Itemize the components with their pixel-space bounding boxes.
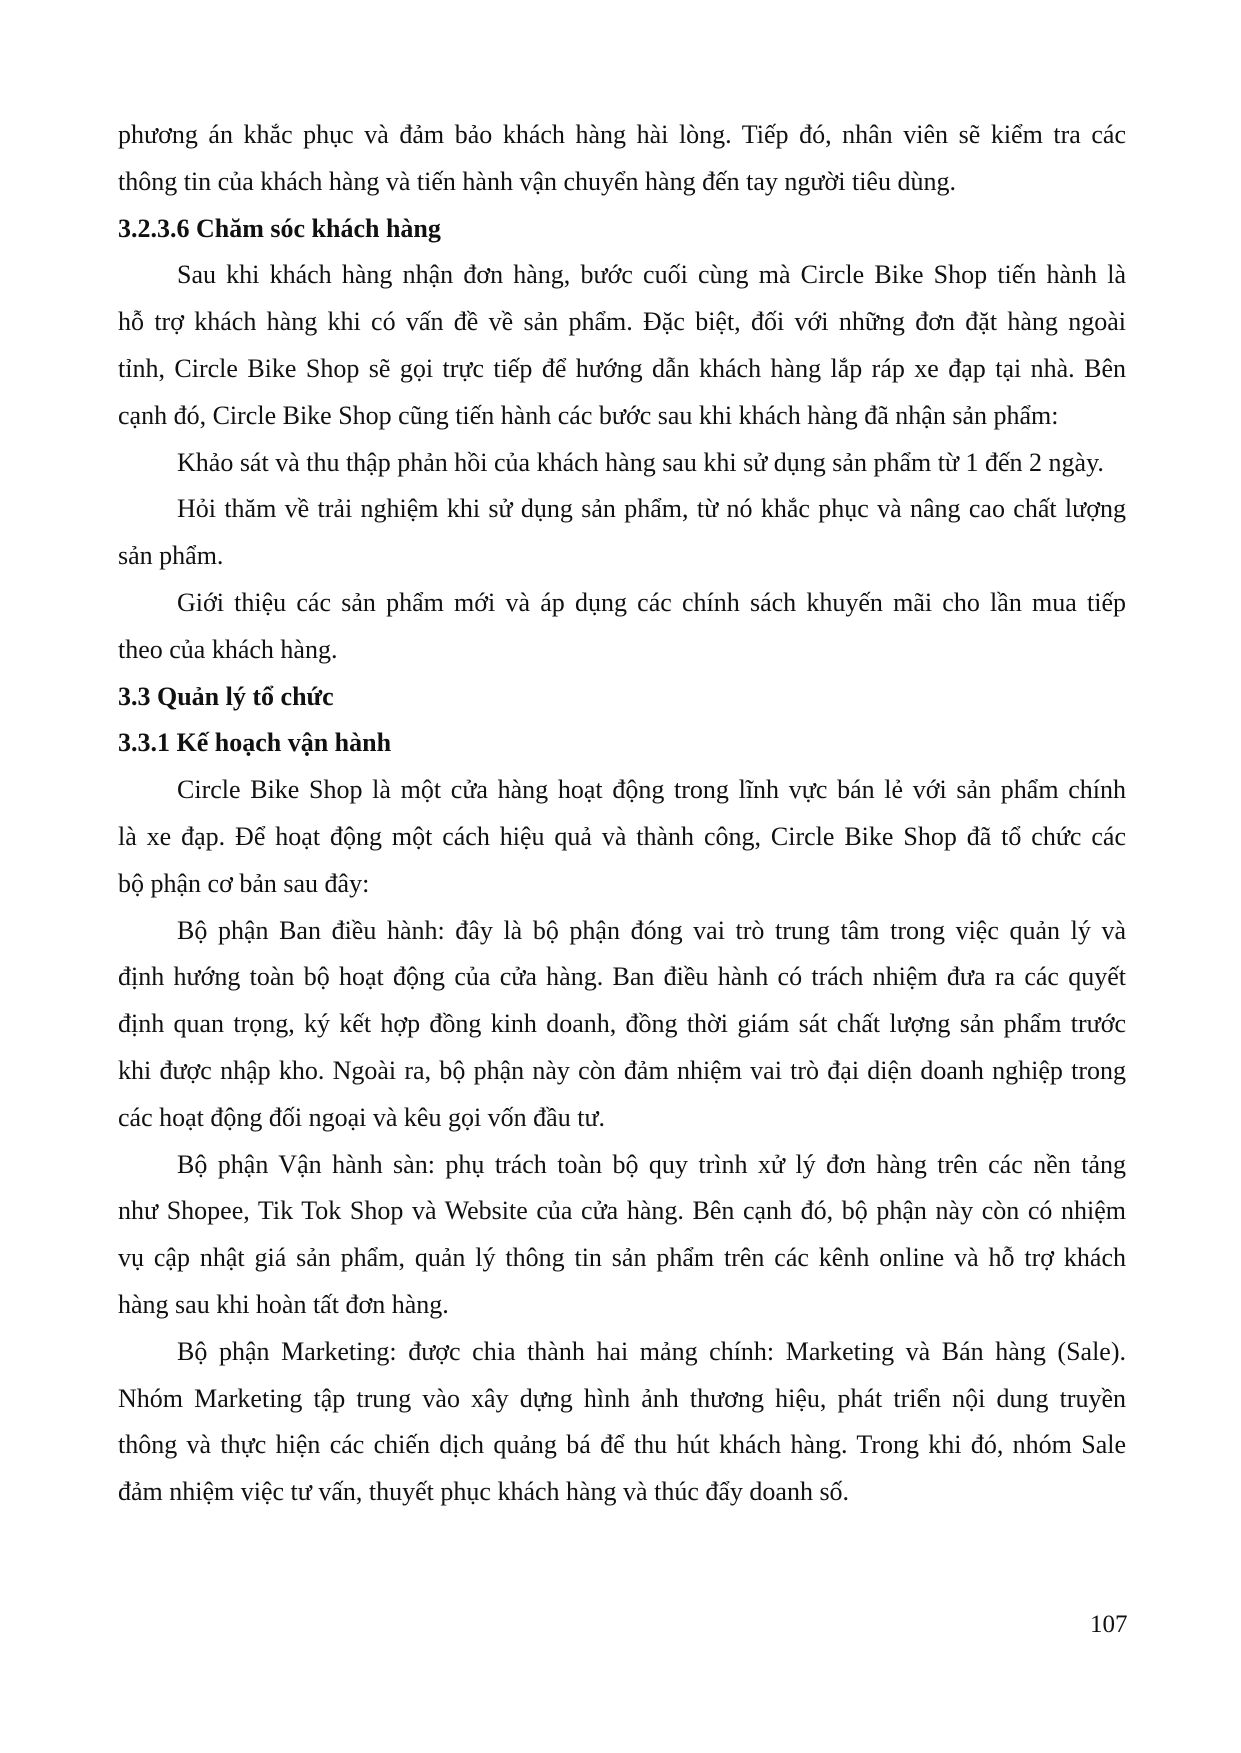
paragraph-line: hỗ trợ khách hàng khi có vấn đề về sản phẩm. Đặc biệt, đối với những đơn đặt hàng ngoài bbox=[118, 307, 1126, 337]
paragraph-line: thông tin của khách hàng và tiến hành vận chuyển hàng đến tay người tiêu dùng. bbox=[118, 166, 956, 196]
paragraph-line: sản phẩm. bbox=[118, 541, 224, 571]
ops-paragraph bbox=[118, 767, 1126, 907]
paragraph-line: đảm nhiệm việc tư vấn, thuyết phục khách hàng và thúc đẩy doanh số. bbox=[118, 1477, 850, 1507]
marketing-paragraph bbox=[118, 1329, 1126, 1516]
paragraph-line: Bộ phận Marketing: được chia thành hai mảng chính: Marketing và Bán hàng (Sale). bbox=[177, 1336, 1126, 1366]
paragraph-line: Nhóm Marketing tập trung vào xây dựng hình ảnh thương hiệu, phát triển nội dung truyền bbox=[118, 1383, 1126, 1413]
floor-operations-paragraph bbox=[118, 1142, 1126, 1329]
paragraph-line: theo của khách hàng. bbox=[118, 634, 338, 664]
section-heading-331: 3.3.1 Kế hoạch vận hành bbox=[118, 728, 392, 758]
document-page bbox=[118, 112, 1126, 1516]
paragraph-line: Sau khi khách hàng nhận đơn hàng, bước cuối cùng mà Circle Bike Shop tiến hành là bbox=[177, 260, 1126, 290]
paragraph-line: tỉnh, Circle Bike Shop sẽ gọi trực tiếp để hướng dẫn khách hàng lắp ráp xe đạp tại nhà. Bên bbox=[118, 353, 1126, 383]
paragraph-line: các hoạt động đối ngoại và kêu gọi vốn đầu tư. bbox=[118, 1102, 606, 1132]
section-heading-33: 3.3 Quản lý tổ chức bbox=[118, 681, 334, 711]
paragraph-line: Hỏi thăm về trải nghiệm khi sử dụng sản phẩm, từ nó khắc phục và nâng cao chất lượng bbox=[177, 494, 1126, 524]
paragraph-line: cạnh đó, Circle Bike Shop cũng tiến hành các bước sau khi khách hàng đã nhận sản phẩm: bbox=[118, 400, 1059, 430]
paragraph-line: thông và thực hiện các chiến dịch quảng bá để thu hút khách hàng. Trong khi đó, nhóm Sale bbox=[118, 1430, 1126, 1460]
paragraph-line: Bộ phận Ban điều hành: đây là bộ phận đóng vai trò trung tâm trong việc quản lý và bbox=[177, 915, 1126, 945]
paragraph-line: phương án khắc phục và đảm bảo khách hàng hài lòng. Tiếp đó, nhân viên sẽ kiểm tra các bbox=[118, 120, 1126, 149]
care-item-promotion bbox=[118, 580, 1126, 674]
paragraph-line: Bộ phận Vận hành sàn: phụ trách toàn bộ quy trình xử lý đơn hàng trên các nền tảng bbox=[177, 1149, 1126, 1179]
care-item-survey: Khảo sát và thu thập phản hồi của khách hàng sau khi sử dụng sản phẩm từ 1 đến 2 ngày. bbox=[177, 447, 1104, 477]
paragraph-line: Giới thiệu các sản phẩm mới và áp dụng các chính sách khuyến mãi cho lần mua tiếp bbox=[177, 587, 1126, 617]
paragraph-line: Circle Bike Shop là một cửa hàng hoạt động trong lĩnh vực bán lẻ với sản phẩm chính bbox=[177, 775, 1126, 805]
exec-board-paragraph bbox=[118, 908, 1126, 1142]
paragraph-line: hàng sau khi hoàn tất đơn hàng. bbox=[118, 1289, 449, 1319]
page-number: 107 bbox=[1090, 1611, 1128, 1638]
paragraph-line: vụ cập nhật giá sản phẩm, quản lý thông tin sản phẩm trên các kênh online và hỗ trợ khách bbox=[118, 1243, 1126, 1273]
paragraph-line: định hướng toàn bộ hoạt động của cửa hàng. Ban điều hành có trách nhiệm đưa ra các quyết bbox=[118, 962, 1126, 992]
paragraph-line: bộ phận cơ bản sau đây: bbox=[118, 868, 370, 898]
section-heading-3236: 3.2.3.6 Chăm sóc khách hàng bbox=[118, 213, 441, 243]
intro-paragraph bbox=[118, 112, 1126, 206]
paragraph-line: là xe đạp. Để hoạt động một cách hiệu quả và thành công, Circle Bike Shop đã tổ chức các bbox=[118, 821, 1126, 851]
paragraph-line: như Shopee, Tik Tok Shop và Website của cửa hàng. Bên cạnh đó, bộ phận này còn có nhiệm bbox=[118, 1196, 1126, 1226]
paragraph-line: định quan trọng, ký kết hợp đồng kinh doanh, đồng thời giám sát chất lượng sản phẩm trước bbox=[118, 1009, 1126, 1039]
paragraph-line: khi được nhập kho. Ngoài ra, bộ phận này còn đảm nhiệm vai trò đại diện doanh nghiệp trong bbox=[118, 1055, 1126, 1085]
care-paragraph bbox=[118, 252, 1126, 439]
care-item-followup bbox=[118, 486, 1126, 580]
